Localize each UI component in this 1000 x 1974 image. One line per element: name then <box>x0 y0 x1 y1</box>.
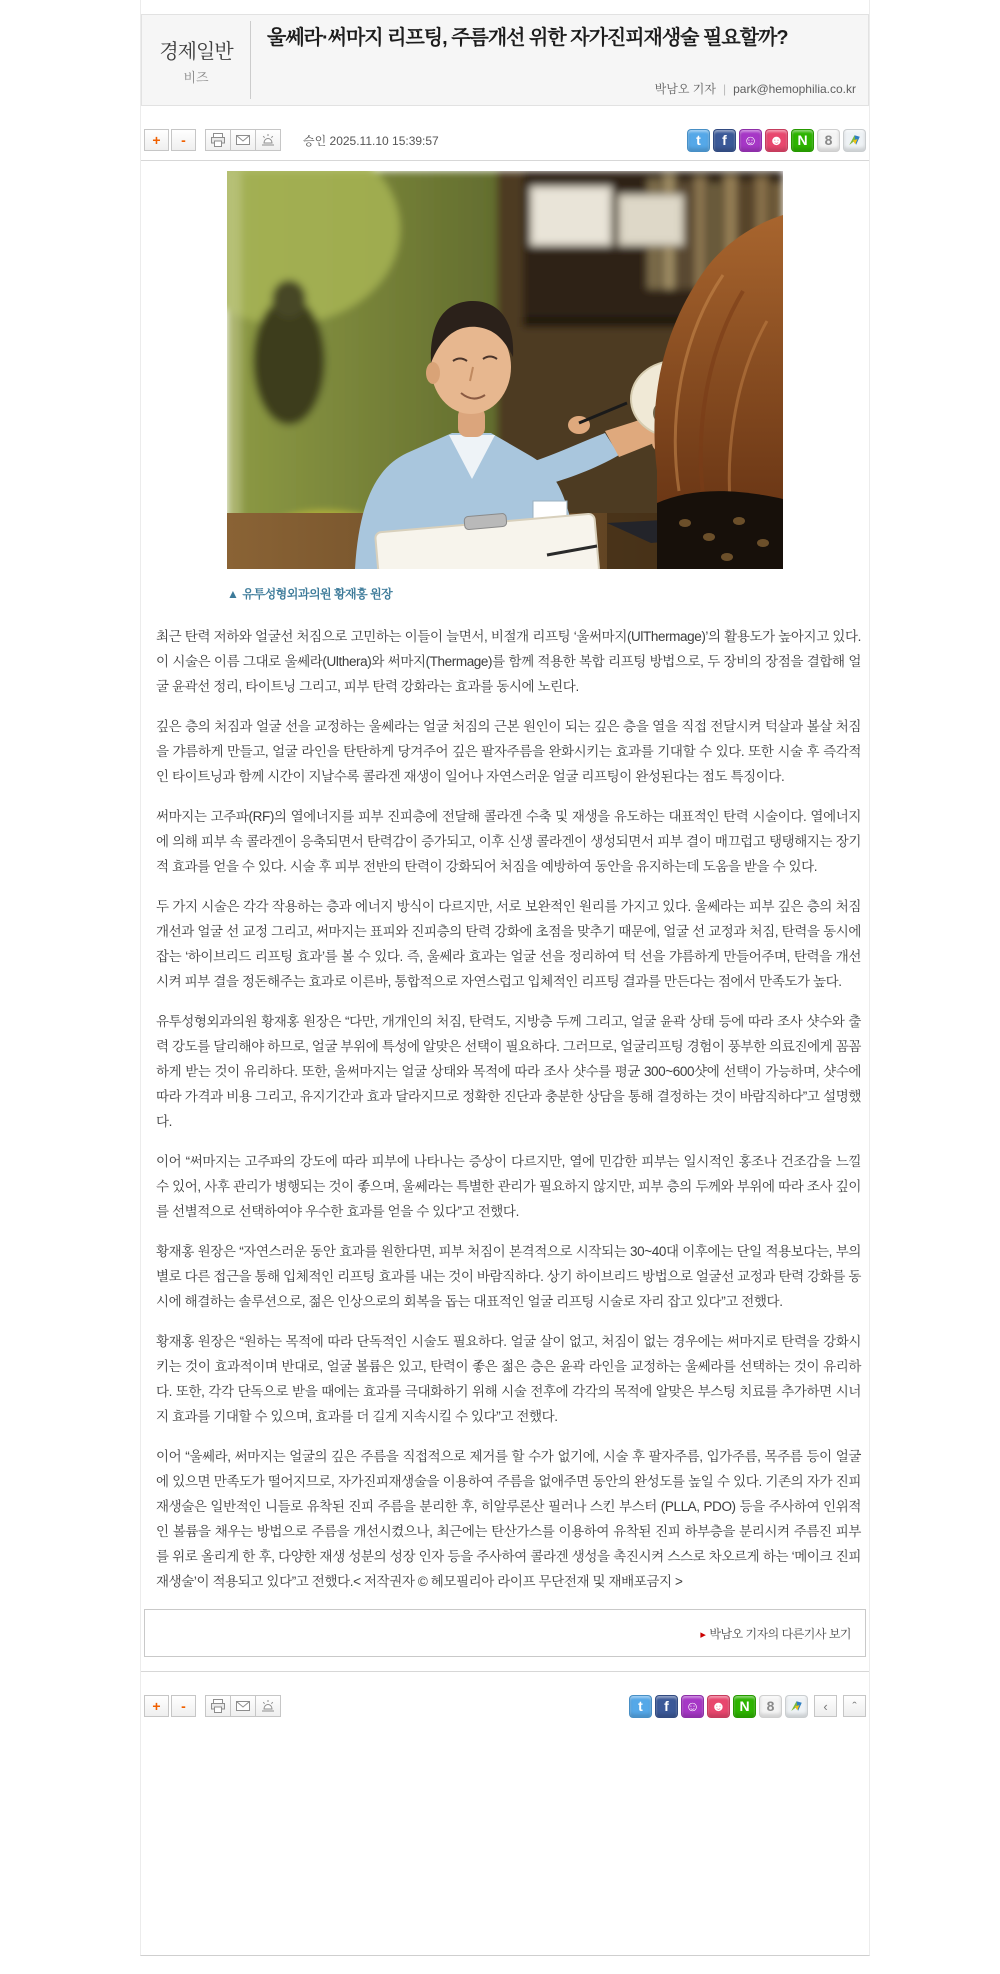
article-body <box>141 602 869 1594</box>
googleplus-share-icon[interactable]: 8 <box>759 1695 782 1718</box>
red-arrow-icon: ▸ <box>700 1628 706 1641</box>
reporter-more-articles-link[interactable] <box>700 1625 851 1642</box>
twitter-share-icon[interactable]: t <box>629 1695 652 1718</box>
facebook-share-icon[interactable]: f <box>713 129 736 152</box>
paragraph: 써마지는 고주파(RF)의 열에너지를 피부 진피층에 전달해 콜라겐 수축 및 재생을 유도하는 대표적인 탄력 시술이다. 열에너지에 의해 피부 속 콜라겐이 응축되면서 탄력감이 증가되고, 이후 신생 콜라겐이 생성되면서 피부 결이 매끄럽고 탱탱해지는 장기적 효과를 얻을 수 있다. 시술 후 피부 전반의 탄력이 강화되어 처짐을 예방하여 동안을 유지하는데 도움을 받을 수 있다. <box>156 809 861 874</box>
scroll-top-button[interactable]: ˆ <box>843 1695 866 1717</box>
font-larger-button[interactable]: + <box>144 1695 169 1717</box>
report-button[interactable] <box>255 129 281 151</box>
subcategory-link[interactable]: 비즈 <box>183 69 209 85</box>
more-link-label: 박남오 기자의 다른기사 보기 <box>709 1626 851 1641</box>
paragraph: 유투성형외과의원 황재홍 원장은 “다만, 개개인의 처짐, 탄력도, 지방층 두께 그리고, 얼굴 윤곽 상태 등에 따라 조사 샷수와 출력 강도를 달리해야 하므로, 얼굴 부위에 특성에 알맞은 선택이 필요하다. 그러므로, 얼굴리프팅 경험이 풍부한 의료진에게 꼼꼼하게 받는 것이 유리하다. 또한, 울써마지는 얼굴 상태와 목적에 따라 조사 샷수를 평균 300~600샷에 선택이 가능하며, 샷수에 따라 가격과 비용 그리고, 유지기간과 효과 달라지므로 정확한 진단과 충분한 상담을 통해 결정하는 것이 바람직하다”고 설명했다. <box>156 1014 862 1129</box>
paragraph: 깊은 층의 처짐과 얼굴 선을 교정하는 울쎄라는 얼굴 처짐의 근본 원인이 되는 깊은 층을 열을 직접 전달시켜 턱살과 볼살 처짐을 갸름하게 만들고, 얼굴 라인을 탄탄하게 당겨주어 깊은 팔자주름을 완화시키는 효과를 기대할 수 있다. 또한 시술 후 즉각적인 타이트닝과 함께 시간이 지날수록 콜라겐 재생이 일어나 자연스러운 얼굴 리프팅이 완성된다는 점도 특징이다. <box>156 719 861 784</box>
caption-text: 유투성형외과의원 황재홍 원장 <box>242 587 393 601</box>
naver-share-icon[interactable]: N <box>733 1695 756 1718</box>
social-share-bar-bottom <box>629 1695 866 1718</box>
font-smaller-button[interactable]: - <box>171 129 196 151</box>
paragraph: 이어 “써마지는 고주파의 강도에 따라 피부에 나타나는 증상이 다르지만, 열에 민감한 피부는 일시적인 홍조나 건조감을 느낄 수 있어, 사후 관리가 병행되는 것이 좋으며, 울쎄라는 특별한 관리가 필요하지 않지만, 피부 층의 두께와 부위에 따라 조사 깊이를 선별적으로 선택하여야 우수한 효과를 얻을 수 있다”고 전했다. <box>156 1154 861 1219</box>
mail-icon <box>235 1698 251 1714</box>
kakaostory-share-icon[interactable]: ☺ <box>681 1695 704 1718</box>
report-button[interactable] <box>255 1695 281 1717</box>
toolbar-divider <box>141 160 869 161</box>
byline-separator: | <box>722 82 727 96</box>
band-icon <box>847 133 862 148</box>
kakaotalk-share-icon[interactable]: ☻ <box>707 1695 730 1718</box>
mail-button[interactable] <box>230 129 256 151</box>
title-block <box>251 15 868 105</box>
font-smaller-button[interactable]: - <box>171 1695 196 1717</box>
naver-share-icon[interactable]: N <box>791 129 814 152</box>
approved-timestamp: 승인 2025.11.10 15:39:57 <box>303 133 439 148</box>
font-larger-button[interactable]: + <box>144 129 169 151</box>
paragraph: 두 가지 시술은 각각 작용하는 층과 에너지 방식이 다르지만, 서로 보완적인 원리를 가지고 있다. 울쎄라는 피부 깊은 층의 처짐 개선과 얼굴 선 교정 그리고, 써마지는 표피와 진피층의 탄력 강화에 초점을 맞추기 때문에, 얼굴 선 교정과 처짐, 탄력을 동시에 잡는 ‘하이브리드 리프팅 효과’를 볼 수 있다. 즉, 울쎄라 효과는 얼굴 선을 정리하여 턱 선을 갸름하게 만들어주며, 탄력을 개선시켜 피부 결을 정돈해주는 효과로 이른바, 통합적으로 자연스럽고 입체적인 리프팅 결과를 만든다는 점에서 만족도가 높다. <box>156 899 861 989</box>
mail-button[interactable] <box>230 1695 256 1717</box>
caption-triangle-icon: ▲ <box>227 587 239 601</box>
kakaotalk-share-icon[interactable]: ☻ <box>765 129 788 152</box>
bottom-divider <box>141 1671 869 1672</box>
paragraph: 이어 “울쎄라, 써마지는 얼굴의 깊은 주름을 직접적으로 제거를 할 수가 없기에, 시술 후 팔자주름, 입가주름, 목주름 등이 얼굴에 있으면 만족도가 떨어지므로, 자가진피재생술을 이용하여 주름을 없애주면 동안의 완성도를 높일 수 있다. 기존의 자가 진피재생술은 일반적인 니들로 유착된 진피 주름을 분리한 후, 히알루론산 필러나 스킨 부스터 (PLLA, PDO) 등을 주사하여 인위적인 볼륨을 채우는 방법으로 주름을 개선시켰으나, 최근에는 탄산가스를 이용하여 유착된 진피 하부층을 분리시켜 주름진 피부를 위로 올리게 한 후, 다양한 재생 성분의 성장 인자 등을 주사하여 콜라겐 생성을 촉진시켜 스스로 차오르게 하는 ‘메이크 진피재생술’이 적용되고 있다”고 전했다.< 저작권자 © 헤모필리아 라이프 무단전재 및 재배포금지 > <box>156 1449 861 1589</box>
print-icon <box>210 132 226 148</box>
siren-icon <box>260 132 276 148</box>
twitter-share-icon[interactable]: t <box>687 129 710 152</box>
social-share-bar-top <box>687 129 866 152</box>
googleplus-share-icon[interactable]: 8 <box>817 129 840 152</box>
mail-icon <box>235 132 251 148</box>
bottom-toolbar <box>141 1694 869 1718</box>
reporter-email-link[interactable]: park@hemophilia.co.kr <box>733 82 856 96</box>
band-share-icon[interactable] <box>785 1695 808 1718</box>
kakaostory-share-icon[interactable]: ☺ <box>739 129 762 152</box>
byline <box>655 80 856 97</box>
reporter-name: 박남오 기자 <box>654 82 716 96</box>
article-page <box>140 0 870 1956</box>
paragraph: 황재홍 원장은 “원하는 목적에 따라 단독적인 시술도 필요하다. 얼굴 살이 없고, 처짐이 없는 경우에는 써마지로 탄력을 강화시키는 것이 효과적이며 반대로, 얼굴 볼륨은 있고, 탄력이 좋은 젊은 층은 윤곽 라인을 교정하는 울쎄라를 선택하는 것이 유리하다. 또한, 각각 단독으로 받을 때에는 효과를 극대화하기 위해 시술 전후에 각각의 목적에 알맞은 부스팅 치료를 추가하면 시너지 효과를 기대할 수 있으며, 효과를 더 길게 지속시킬 수 있다”고 전했다. <box>156 1334 861 1424</box>
band-icon <box>789 1699 804 1714</box>
facebook-share-icon[interactable]: f <box>655 1695 678 1718</box>
print-button[interactable] <box>205 129 231 151</box>
category-block <box>142 15 250 105</box>
band-share-icon[interactable] <box>843 129 866 152</box>
photo-caption <box>227 585 783 602</box>
print-icon <box>210 1698 226 1714</box>
top-toolbar <box>141 128 869 152</box>
siren-icon <box>260 1698 276 1714</box>
paragraph: 최근 탄력 저하와 얼굴선 처짐으로 고민하는 이들이 늘면서, 비절개 리프팅 ‘울써마지(UlThermage)’의 활용도가 높아지고 있다. 이 시술은 이름 그대로 울쎄라(Ulthera)와 써마지(Thermage)를 함께 적용한 복합 리프팅 방법으로, 두 장비의 장점을 결합해 얼굴 윤곽선 정리, 타이트닝 그리고, 피부 탄력 강화라는 효과를 동시에 노린다. <box>156 629 861 694</box>
article-tools <box>205 1695 281 1717</box>
reporter-more-box <box>144 1609 866 1657</box>
print-button[interactable] <box>205 1695 231 1717</box>
paragraph: 황재홍 원장은 “자연스러운 동안 효과를 원한다면, 피부 처짐이 본격적으로 시작되는 30~40대 이후에는 단일 적용보다는, 부의 별로 다른 접근을 통해 입체적인 리프팅 효과를 내는 것이 바람직하다. 상기 하이브리드 방법으로 얼굴선 교정과 탄력 강화를 동시에 해결하는 솔루션으로, 젊은 인상으로의 회복을 돕는 대표적인 얼굴 리프팅 시술로 자리 잡고 있다”고 전했다. <box>156 1244 862 1309</box>
article-header <box>141 14 869 106</box>
article-tools <box>205 129 281 151</box>
category-link[interactable]: 경제일반 <box>159 40 233 63</box>
prev-article-button[interactable]: ‹ <box>814 1695 837 1717</box>
article-photo <box>227 171 783 574</box>
page-title: 울쎄라·써마지 리프팅, 주름개선 위한 자가진피재생술 필요할까? <box>267 27 788 49</box>
